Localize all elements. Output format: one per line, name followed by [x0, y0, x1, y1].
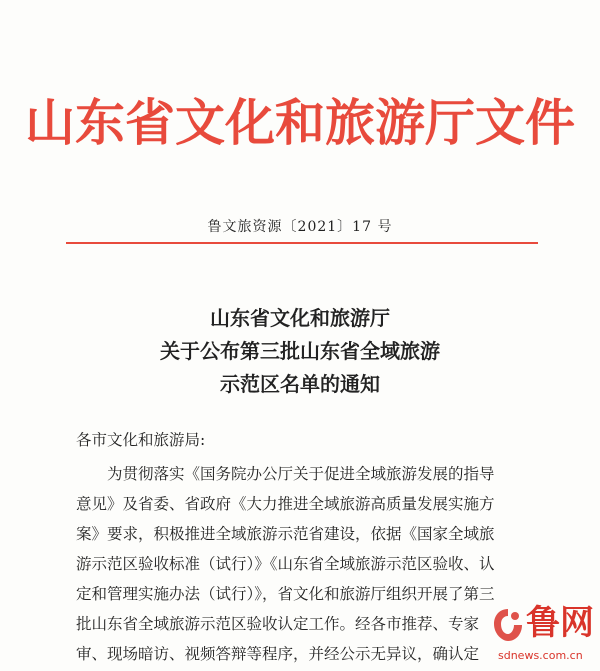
watermark-mark-icon: [492, 607, 524, 643]
document-header-title: 山东省文化和旅游厅文件: [25, 94, 575, 152]
body-line: 定和管理实施办法（试行）》，省文化和旅游厅组织开展了第三: [76, 585, 495, 603]
body-line: 为贯彻落实《国务院办公厅关于促进全域旅游发展的指导: [76, 465, 495, 483]
body-line: 游示范区验收标准（试行）》《山东省全域旅游示范区验收、认: [76, 555, 495, 573]
document-number: 鲁文旅资源〔2021〕17 号: [207, 219, 393, 235]
watermark-logo: [492, 603, 594, 665]
body-line: 审、现场暗访、视频答辩等程序，并经公示无异议，确认定: [76, 645, 480, 663]
notice-title-line: 关于公布第三批山东省全域旅游: [160, 339, 440, 363]
red-divider-line: [66, 242, 538, 244]
body-line: 批山东省全域旅游示范区验收认定工作。经各市推荐、专家: [76, 615, 480, 633]
notice-title-line: 示范区名单的通知: [220, 372, 380, 396]
body-line: 案》要求，积极推进全域旅游示范省建设，依据《国家全域旅: [76, 525, 495, 543]
watermark-text: 鲁网: [526, 603, 594, 643]
notice-title-line: 山东省文化和旅游厅: [210, 306, 390, 330]
body-line: 意见》及省委、省政府《大力推进全域旅游高质量发展实施方: [76, 495, 495, 513]
watermark-url: sdnews.com.cn: [498, 649, 583, 662]
notice-title: [0, 302, 600, 401]
addressee: 各市文化和旅游局:: [76, 431, 206, 449]
